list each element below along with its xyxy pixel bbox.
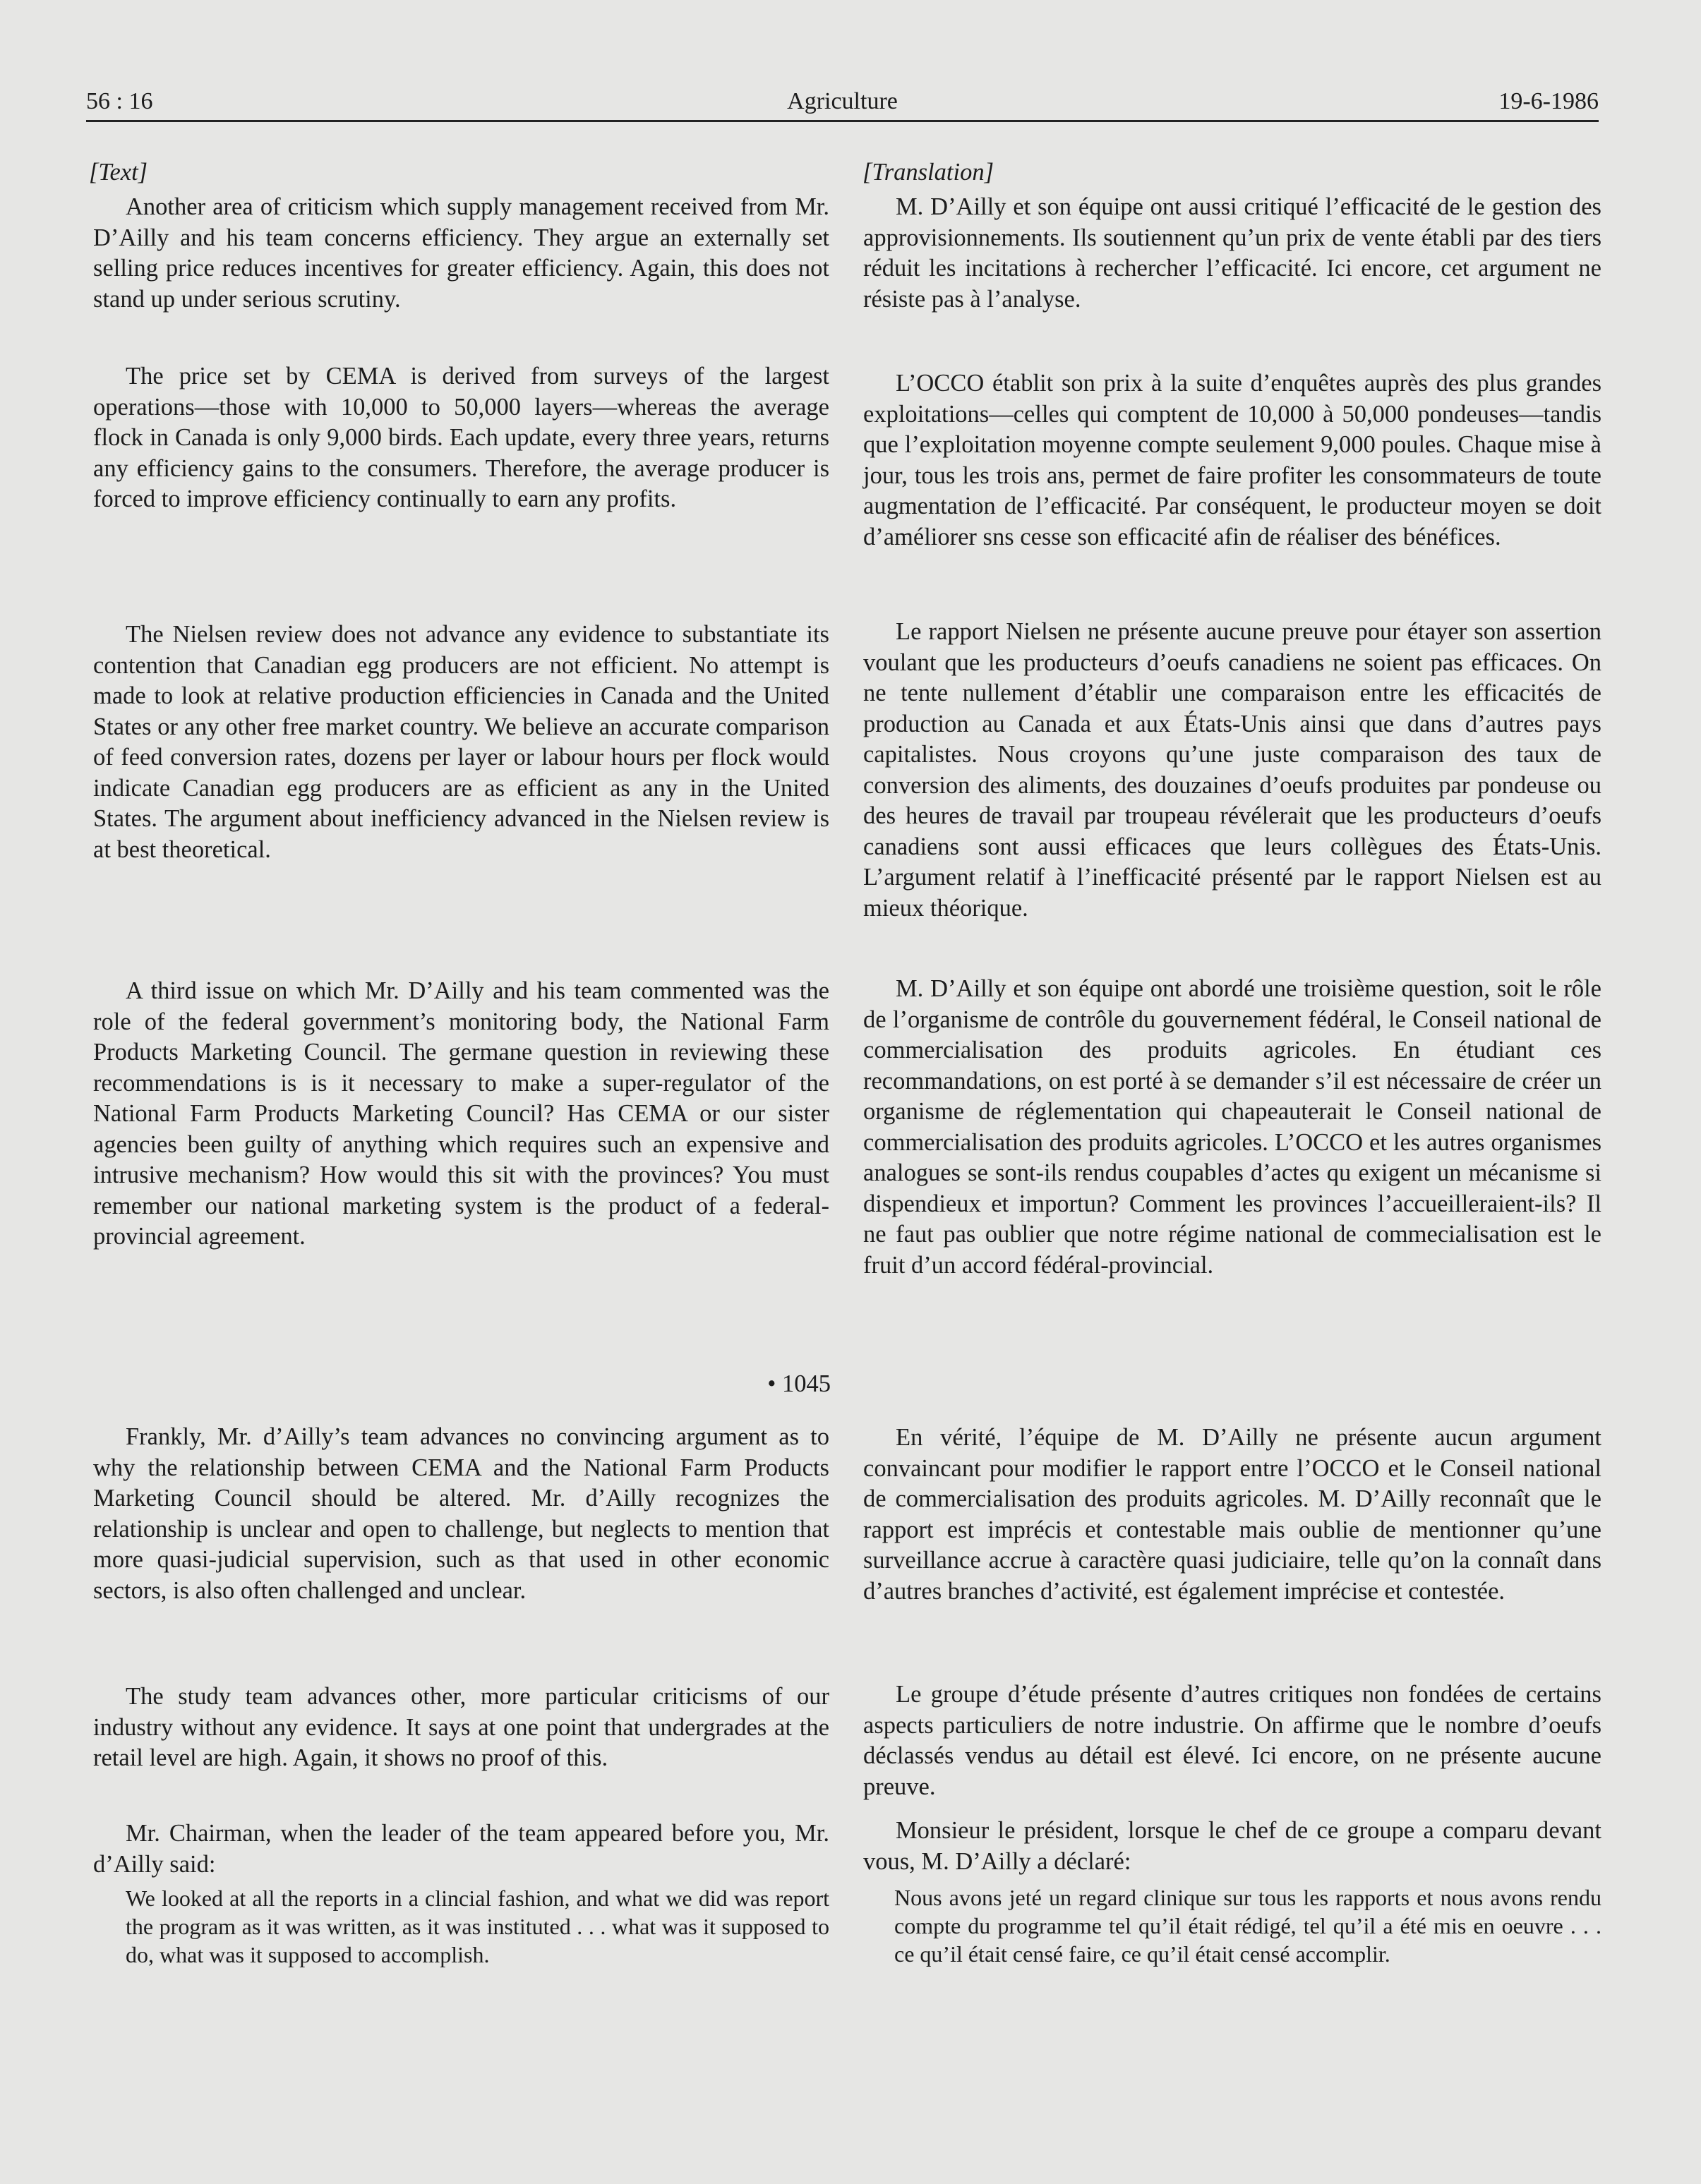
text-label: [Text]: [89, 159, 148, 186]
translation-label: [Translation]: [862, 159, 994, 186]
right-paragraph-4: M. D’Ailly et son équipe ont abordé une troisième question, soit le rôle de l’organisme de contrôle du gouvernement fédéral, le Conseil national de commercialisation des produits agricoles. En étudiant ces recommandations, on est porté à se demander s’il est nécessaire de créer un organisme de réglementation qui chapeauterait le Conseil national de commercialisation des produits agricoles. L’OCCO et les autres organismes analogues se sont-ils rendus coupables d’actes qu exigent un mécanisme si dispendieux et importun? Comment les provinces l’accueilleraient-ils? Il ne faut pas oublier que notre régime national de commecialisation est le fruit d’un accord fédéral-provincial.: [863, 975, 1601, 1279]
right-paragraph-3: Le rapport Nielsen ne présente aucune preuve pour étayer son assertion voulant que les producteurs d’oeufs canadiens ne soient pas efficaces. On ne tente nullement d’établir une comparaison entre les efficacités de production au Canada et aux États-Unis ainsi que dans d’autres pays capitalistes. Nous croyons qu’une juste comparaison des taux de conversion des aliments, des douzaines d’oeufs produites par pondeuse ou des heures de travail par troupeau révélerait que les producteurs d’oeufs canadiens sont aussi efficaces que leurs collègues des États-Unis. L’argument relatif à l’inefficacité présenté par le rapport Nielsen est au mieux théorique.: [863, 618, 1601, 922]
header-date: 19-6-1986: [1498, 88, 1599, 114]
right-paragraph-1: M. D’Ailly et son équipe ont aussi critiqué l’efficacité de le gestion des approvisionnements. Ils soutiennent qu’un prix de vente établi par des tiers réduit les incitations à rechercher l’efficacité. Ici encore, cet argument ne résiste pas à l’analyse.: [863, 193, 1601, 313]
left-paragraph-3: The Nielsen review does not advance any evidence to substantiate its contention that Canadian egg producers are not efficient. No attempt is made to look at relative production efficiencies in Canada and the United States or any other free market country. We believe an accurate comparison of feed conversion rates, dozens per layer or labour hours per flock would indicate Canadian egg producers are as efficient as any in the United States. The argument about inefficiency advanced in the Nielsen review is at best theoretical.: [93, 621, 829, 863]
page-number: 56 : 16: [86, 88, 153, 114]
left-paragraph-2: The price set by CEMA is derived from surveys of the largest operations—those with 10,000 to 50,000 layers—whereas the average flock in Canada is only 9,000 birds. Each update, every three years, returns any efficiency gains to the consumers. Therefore, the average producer is forced to improve efficiency continually to earn any profits.: [93, 363, 829, 512]
left-paragraph-4: A third issue on which Mr. D’Ailly and his team commented was the role of the federal government’s monitoring body, the National Farm Products Marketing Council. The germane question in reviewing these recommendations is is it necessary to make a super-regulator of the National Farm Products Marketing Council? Has CEMA or our sister agencies been guilty of anything which requires such an expensive and intrusive mechanism? How would this sit with the provinces? You must remember our national marketing system is the product of a federal-provincial agreement.: [93, 977, 829, 1250]
left-paragraph-1: Another area of criticism which supply management received from Mr. D’Ailly and his team concerns efficiency. They argue an externally set selling price reduces incentives for greater efficiency. Again, this does not stand up under serious scrutiny.: [93, 193, 829, 313]
left-paragraph-5: Frankly, Mr. d’Ailly’s team advances no convincing argument as to why the relationship between CEMA and the National Farm Products Marketing Council should be altered. Mr. d’Ailly recognizes the relationship is unclear and open to challenge, but neglects to mention that more quasi-judicial supervision, such as that used in other economic sectors, is also often challenged and unclear.: [93, 1423, 829, 1604]
left-quote: We looked at all the reports in a clincial fashion, and what we did was report the program as it was written, as it was instituted . . . what was it supposed to do, what was it supposed to accomplish.: [126, 1886, 829, 1967]
right-paragraph-6: Le groupe d’étude présente d’autres critiques non fondées de certains aspects particuliers de notre industrie. On affirme que le nombre d’oeufs déclassés vendus au détail est élevé. Ici encore, on ne présente aucune preuve.: [863, 1681, 1601, 1800]
left-paragraph-6: The study team advances other, more particular criticisms of our industry without any evidence. It says at one point that undergrades at the retail level are high. Again, it shows no proof of this.: [93, 1683, 829, 1771]
time-marker: • 1045: [767, 1370, 831, 1397]
right-paragraph-5: En vérité, l’équipe de M. D’Ailly ne présente aucun argument convaincant pour modifier le rapport entre l’OCCO et le Conseil national de commercialisation des produits agricoles. M. D’Ailly reconnaît que le rapport est imprécis et contestable mais oublie de mentionner qu’une surveillance accrue à caractère quasi judiciaire, telle qu’on la connaît dans d’autres branches d’activité, est également imprécise et contestée.: [863, 1424, 1601, 1605]
page-header: [86, 83, 1599, 122]
right-paragraph-2: L’OCCO établit son prix à la suite d’enquêtes auprès des plus grandes exploitations—celles qui comptent de 10,000 à 50,000 pondeuses—tandis que l’exploitation moyenne compte seulement 9,000 poules. Chaque mise à jour, tous les trois ans, permet de faire profiter les consommateurs de toute augmentation de l’efficacité. Par conséquent, le producteur moyen se doit d’améliorer sns cesse son efficacité afin de réaliser des bénéfices.: [863, 370, 1601, 550]
right-paragraph-7: Monsieur le président, lorsque le chef de ce groupe a comparu devant vous, M. D’Ailly a déclaré:: [863, 1817, 1601, 1875]
left-paragraph-7: Mr. Chairman, when the leader of the team appeared before you, Mr. d’Ailly said:: [93, 1820, 829, 1878]
committee-name: Agriculture: [787, 88, 898, 114]
right-quote: Nous avons jeté un regard clinique sur tous les rapports et nous avons rendu compte du programme tel qu’il était rédigé, tel qu’il a été mis en oeuvre . . . ce qu’il était censé faire, ce qu’il était censé accomplir.: [894, 1885, 1601, 1967]
